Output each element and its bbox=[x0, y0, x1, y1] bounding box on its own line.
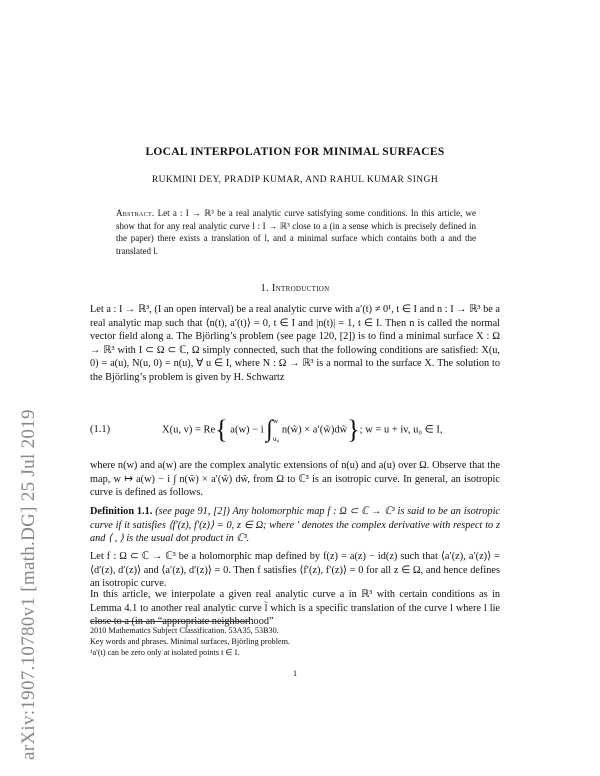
intro-paragraph-3: Let f : Ω ⊂ ℂ → ℂ³ be a holomorphic map defined by f(z) = a(z) − id(z) such that ⟨a′(z), a′(z)⟩ = ⟨d′(z), d′(z)⟩ and ⟨a′(z), d′(z)⟩ = 0. Then f satisfies ⟨f′(z), f′(z)⟩ = 0 for all z ∈ Ω, and hence defines an isotropic curve. bbox=[90, 551, 500, 590]
paper-authors: RUKMINI DEY, PRADIP KUMAR, AND RAHUL KUMAR SINGH bbox=[151, 175, 439, 185]
page-number: 1 bbox=[292, 668, 298, 678]
equation-integrand-start: a(w) − i bbox=[230, 424, 264, 436]
footnote-msc: 2010 Mathematics Subject Classification. 53A35, 53B30. bbox=[90, 626, 279, 635]
footnote-keywords: Key words and phrases. Minimal surfaces, Björling problem. bbox=[90, 637, 291, 646]
footnote-rule bbox=[90, 621, 250, 622]
equation-lhs: X(u, v) = Re bbox=[162, 424, 216, 436]
section-heading: 1. Introduction bbox=[260, 283, 330, 294]
abstract-label: Abstract. bbox=[116, 208, 155, 218]
equation-integrand-end: n(w̃) × a′(w̃)dw̃ bbox=[281, 424, 348, 436]
equation-body: X(u, v) = Re{ a(w) − i ∫ w u₀ n(w̃) × a′(w̃)dw̃}; w = u + iv, u₀ ∈ I, bbox=[162, 412, 443, 448]
footnote-1: ¹a′(t) can be zero only at isolated points t ∈ I. bbox=[90, 648, 240, 657]
abstract bbox=[116, 207, 476, 257]
definition-1-1 bbox=[90, 505, 500, 546]
integral-upper-limit: w bbox=[272, 416, 279, 425]
definition-text: (see page 91, [2]) Any holomorphic map f : Ω ⊂ ℂ → ℂ³ is said to be an isotropic curve if it satisfies ⟨f′(z), f′(z)⟩ = 0, z ∈ Ω; where ′ denotes the complex derivative with respect to z and ⟨ , ⟩ is the usual dot product in ℂ³. bbox=[90, 506, 500, 545]
equation-1-1 bbox=[90, 412, 500, 452]
paper-title: LOCAL INTERPOLATION FOR MINIMAL SURFACES bbox=[145, 146, 445, 158]
intro-paragraph-2: where n(w) and a(w) are the complex analytic extensions of n(u) and a(u) over Ω. Observe that the map, w ↦ a(w) − i ∫ n(w̃) × a′(w̃) dw̃, from Ω to ℂ³ is an isotropic curve. In general, an isotropic curve is defined as follows. bbox=[90, 460, 500, 499]
abstract-text: Let a : I → ℝ³ be a real analytic curve satisfying some conditions. In this article, we show that for any real analytic curve l : I → ℝ³ close to a (in a sense which is precisely defined in the paper) there exists a translation of l, and a minimal surface which contains both a and the translated l. bbox=[116, 208, 476, 256]
equation-number: (1.1) bbox=[90, 424, 111, 435]
arxiv-identifier: arXiv:1907.10780v1 [math.DG] 25 Jul 2019 bbox=[18, 409, 39, 760]
equation-rhs: ; w = u + iv, u₀ ∈ I, bbox=[359, 424, 443, 436]
definition-label: Definition 1.1. bbox=[90, 506, 153, 517]
intro-paragraph-4: In this article, we interpolate a given real analytic curve a in ℝ³ with certain conditions as in Lemma 4.1 to another real analytic curve l̃ which is a specific translation of the curve l where l lie close to a (in an “appropriate neighborhood” bbox=[90, 589, 500, 628]
arxiv-sidebar bbox=[8, 180, 48, 760]
integral-lower-limit: u₀ bbox=[272, 434, 280, 443]
intro-paragraph-1: Let a : I → ℝ³, (I an open interval) be a real analytic curve with a′(t) ≠ 0¹, t ∈ I and n : I → ℝ³ be a real analytic map such that ⟨n(t), a′(t)⟩ = 0, t ∈ I and |n(t)| = 1, t ∈ I. Then n is called the normal vector field along a. The Björling’s problem (see page 120, [2]) is to find a minimal surface X : Ω → ℝ³ with I ⊂ Ω ⊂ ℂ, Ω simply connected, such that the following conditions are satisfied: X(u, 0) = a(u), N(u, 0) = n(u), ∀ u ∈ I, where N : Ω → ℝ³ is a normal to the surface X. The solution to the Björling’s problem is given by H. Schwartz bbox=[90, 304, 500, 383]
